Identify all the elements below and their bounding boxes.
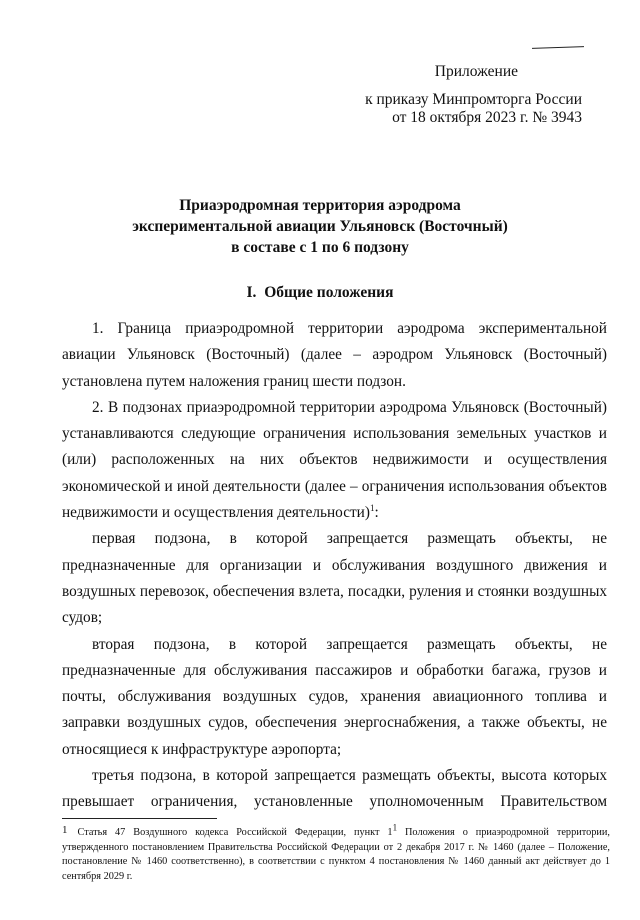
paragraph-subzone-1: первая подзона, в которой запрещается размещать объекты, не предназначенные для организации и обслуживания воздушного движения и воздушных перевозок, обеспечения взлета, посадки, руления и стоянки воздушных судов; (62, 530, 607, 627)
footnote-text-b: Положения о приаэродромной территории, утвержденного постановлением Правительства Российской Федерации от 2 декабря 2017 г. № 1460 (далее – Положение, постановление № 1460 соответственно), в соответствии с пунктом 4 постановления № 1460 данный акт действует до 1 сентября 2029 г. (62, 827, 610, 882)
section-number: I. (246, 284, 257, 301)
order-reference-line1: к приказу Минпромторга России (365, 91, 582, 108)
section-title: Общие положения (264, 284, 394, 301)
paragraph-subzone-3: третья подзона, в которой запрещается размещать объекты, высота которых превышает ограничения, установленные уполномоченным Правительством (62, 767, 607, 811)
footnote-inner-sup: 1 (392, 822, 398, 833)
title-line-2: экспериментальной авиации Ульяновск (Восточный) (132, 218, 508, 235)
footnote-mark: 1 (62, 824, 68, 836)
paragraph-2-end: : (374, 504, 379, 522)
footnote (62, 823, 610, 884)
scan-mark-line (532, 46, 584, 49)
footnote-text-a: Статья 47 Воздушного кодекса Российской Федерации, пункт 1 (77, 827, 393, 838)
footnote-reference[interactable]: 1 (369, 502, 375, 513)
body-text (62, 316, 607, 816)
section-heading (0, 284, 640, 302)
paragraph-subzone-2: вторая подзона, в которой запрещается размещать объекты, не предназначенные для обслуживания пассажиров и обработки багажа, грузов и почты, обслуживания воздушных судов, хранения авиационного топлива и заправки воздушных судов, обеспечения энергоснабжения, а также объекты, не относящиеся к инфраструктуре аэропорта; (62, 635, 607, 758)
order-reference-line2: от 18 октября 2023 г. № 3943 (392, 109, 582, 126)
appendix-label: Приложение (434, 63, 518, 80)
document-title (0, 195, 640, 258)
footnote-divider (62, 818, 217, 819)
title-line-3: в составе с 1 по 6 подзону (231, 239, 409, 256)
paragraph-2 (62, 395, 607, 526)
title-line-1: Приаэродромная территория аэродрома (179, 197, 461, 214)
paragraph-2-text: 2. В подзонах приаэродромной территории аэродрома Ульяновск (Восточный) устанавливаются следующие ограничения использования земельных участков и (или) расположенных на них объектов недвижимости и осуществления экономической и иной деятельности (далее – ограничения использования объектов недвижимости и осуществления деятельности) (62, 398, 607, 522)
paragraph-1: 1. Граница приаэродромной территории аэродрома экспериментальной авиации Ульяновск (Восточный) (далее – аэродром Ульяновск (Восточный) установлена путем наложения границ шести подзон. (62, 320, 607, 390)
